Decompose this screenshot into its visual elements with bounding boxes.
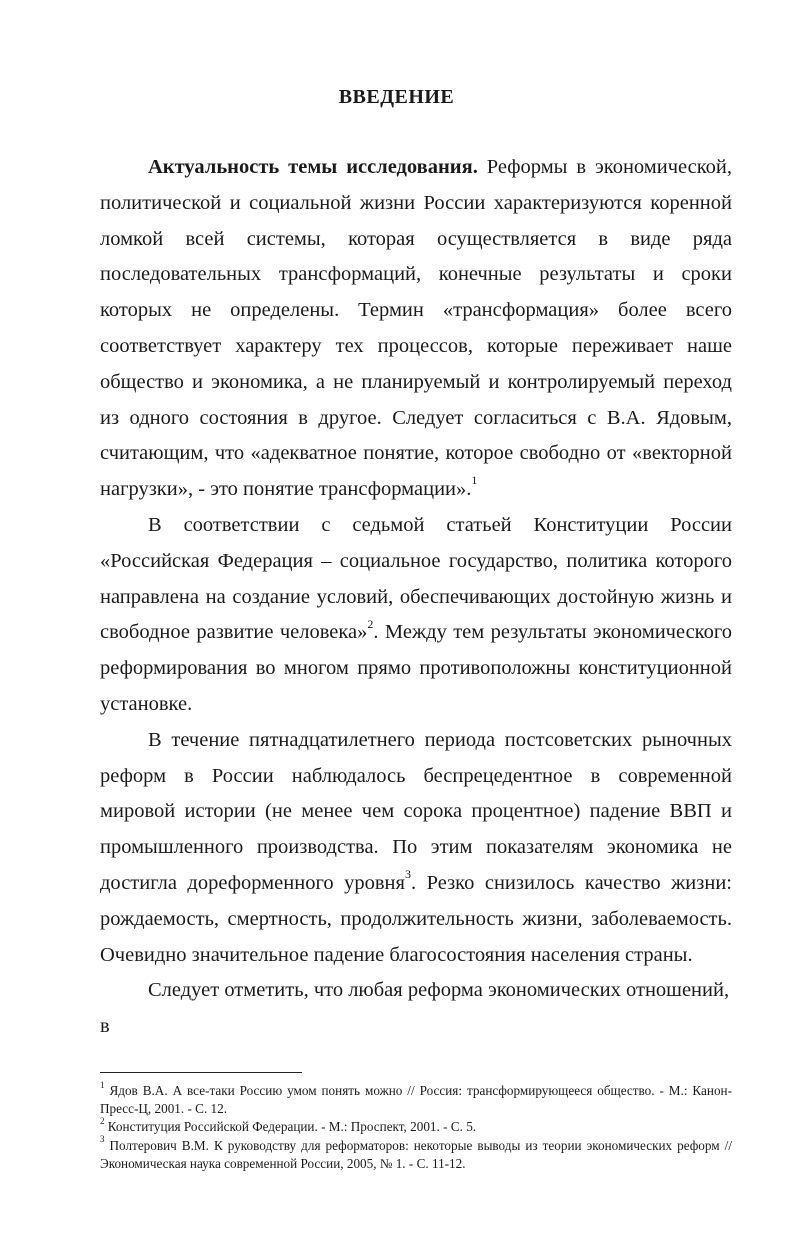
footnote-number: 3 xyxy=(100,1134,105,1145)
paragraph-text-continued: . Резко снизилось качество жизни: рождаемость, смертность, продолжительность жизни, заболеваемость. Очевидно значительное падение благосостояния населения страны. xyxy=(100,871,732,966)
footnote-3 xyxy=(100,1134,732,1173)
paragraph-text: Следует отметить, что любая реформа экономических отношений, в xyxy=(100,979,730,1038)
footnote-1 xyxy=(100,1079,732,1118)
body-text xyxy=(100,150,732,1045)
section-title: ВВЕДЕНИЕ xyxy=(338,86,455,108)
paragraph-1 xyxy=(100,150,732,508)
footnote-number: 2 xyxy=(100,1116,105,1127)
paragraph-4 xyxy=(100,973,732,1045)
footnote-2 xyxy=(100,1118,732,1136)
footnote-text: Конституция Российской Федерации. - М.: Проспект, 2001. - С. 5. xyxy=(104,1119,477,1135)
footnote-ref-2: 2 xyxy=(367,616,374,631)
footnote-text: Ядов В.А. А все-таки Россию умом понять можно // Россия: трансформирующееся общество. - М.: Канон-Пресс-Ц, 2001. - С. 12. xyxy=(100,1083,732,1117)
footnotes xyxy=(100,1079,732,1173)
footnote-ref-3: 3 xyxy=(404,867,411,882)
footnote-text: Полтерович В.М. К руководству для реформаторов: некоторые выводы из теории экономических реформ // Экономическая наука современной России, 2005, № 1. - С. 11-12. xyxy=(100,1137,732,1171)
paragraph-text-continued: . Между тем результаты экономического реформирования во многом прямо противоположны конституционной установке. xyxy=(100,621,732,715)
paragraph-text: Реформы в экономической, политической и социальной жизни России характеризуются коренной ломкой всей системы, которая осуществляется в виде ряда последовательных трансформаций, конечные результаты и сроки которых не определены. Термин «трансформация» более всего соответствует характеру тех процессов, которые переживает наше общество и экономика, а не планируемый и контролируемый переход из одного состояния в другое. Следует согласиться с В.А. Ядовым, считающим, что «адекватное понятие, которое свободно от «векторной нагрузки», - это понятие трансформации». xyxy=(100,156,732,501)
footnote-ref-1: 1 xyxy=(471,473,478,488)
footnote-number: 1 xyxy=(100,1079,105,1090)
paragraph-2 xyxy=(100,508,732,723)
lead-phrase: Актуальность темы исследования. xyxy=(148,156,478,178)
paragraph-text: В соответствии с седьмой статьей Конституции России «Российская Федерация – социальное государство, политика которого направлена на создание условий, обеспечивающих достойную жизнь и свободное развитие человека» xyxy=(100,513,732,644)
footnote-separator xyxy=(100,1072,302,1073)
paragraph-3 xyxy=(100,723,732,974)
paragraph-text: В течение пятнадцатилетнего периода постсоветских рыночных реформ в России наблюдалось беспрецедентное в современной мировой истории (не менее чем сорока процентное) падение ВВП и промышленного производства. По этим показателям экономика не достигла дореформенного уровня xyxy=(100,728,732,894)
